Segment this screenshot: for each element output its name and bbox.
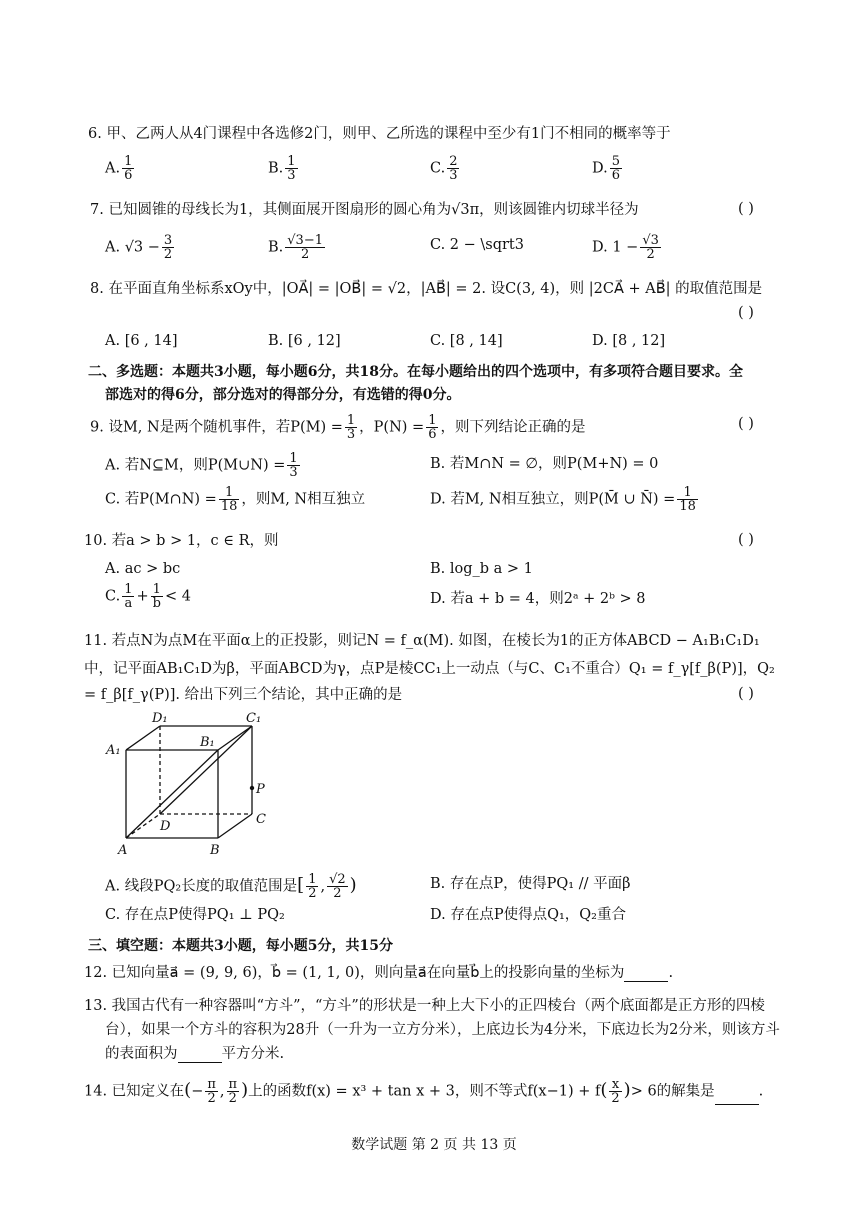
q11-option-c: C. 存在点P使得PQ₁ ⊥ PQ₂ xyxy=(105,907,285,923)
q6-option-d: D. $\frac{5}{6}$ xyxy=(592,154,620,183)
q11-stem-line1: 11. 若点N为点M在平面α上的正投影，则记N = f_α(M). 如图，在棱长为1的正方体ABCD − A₁B₁C₁D₁ xyxy=(84,633,760,649)
q6-option-a: A. $\frac{1}{6}$ xyxy=(105,154,133,183)
q6-option-c: C. $\frac{2}{3}$ xyxy=(430,154,458,183)
section2-heading: 二、多选题：本题共3小题，每小题6分，共18分。在每小题给出的四个选项中，有多项符合题目要求。全 xyxy=(88,364,743,380)
q10-stem: 10. 若a > b > 1，c ∈ R，则 xyxy=(84,533,279,549)
q6-stem: 6. 甲、乙两人从4门课程中各选修2门，则甲、乙所选的课程中至少有1门不相同的概率等于 xyxy=(88,126,671,142)
label-c: C xyxy=(256,812,266,827)
q12-answer-blank xyxy=(624,967,668,982)
q8-stem: 8. 在平面直角坐标系xOy中，|OA⃗| = |OB⃗| = √2，|AB⃗| = 2. 设C(3, 4)，则 |2CA⃗ + AB⃗| 的取值范围是 xyxy=(90,281,763,297)
label-d1: D₁ xyxy=(152,711,168,726)
q13-answer-blank xyxy=(178,1048,222,1063)
label-c1: C₁ xyxy=(246,711,262,726)
q12-stem: 12. 已知向量a⃗ = (9, 9, 6)，b⃗ = (1, 1, 0)，则向量a⃗在向量b⃗上的投影向量的坐标为 . xyxy=(84,965,674,981)
q8-option-b: B. [6 , 12] xyxy=(268,333,341,349)
q7-option-c: C. 2 − \sqrt3 xyxy=(430,237,524,253)
q11-option-b: B. 存在点P，使得PQ₁ // 平面β xyxy=(430,876,631,892)
label-d: D xyxy=(160,819,171,834)
q11-stem-line3: = f_β[f_γ(P)]. 给出下列三个结论，其中正确的是 xyxy=(84,687,403,703)
q9-option-a: A. 若N⊆M，则P(M∪N) = $\frac{1}{3}$ xyxy=(105,451,298,480)
q9-option-b: B. 若M∩N = ∅，则P(M+N) = 0 xyxy=(430,456,659,472)
q11-option-a: A. 线段PQ₂长度的取值范围是[ $\frac{1}{2}$ , $\frac{√2}{2}$ ) xyxy=(105,872,357,901)
q14-stem: 14. 已知定义在(− $\frac{\pi}{2}$ , $\frac{\pi}{2}$ )上的函数f(x) = x³ + tan x + 3，则不等式f(x−1) + f( $\frac{x}{2}$ )> 6的解集是 . xyxy=(84,1077,764,1106)
cube-figure xyxy=(100,708,290,858)
section3-heading: 三、填空题：本题共3小题，每小题5分，共15分 xyxy=(88,938,393,954)
q10-option-c: C. $\frac{1}{a}$ + $\frac{1}{b}$ < 4 xyxy=(105,582,191,611)
q10-option-a: A. ac > bc xyxy=(105,561,181,577)
q9-answer-paren: ( ) xyxy=(738,416,754,432)
q9-option-d: D. 若M, N相互独立，则P(M̄ ∪ N̄) = $\frac{1}{18}$ xyxy=(430,485,696,514)
page-footer: 数学试题 第 2 页 共 13 页 xyxy=(351,1137,517,1153)
label-a: A xyxy=(118,843,128,858)
q11-option-d: D. 存在点P使得点Q₁，Q₂重合 xyxy=(430,907,626,923)
label-b1: B₁ xyxy=(200,735,215,750)
q13-line2: 台），如果一个方斗的容积为28升（一升为一立方分米），上底边长为4分米，下底边长为2分米，则该方斗 xyxy=(105,1022,780,1038)
label-p: P xyxy=(256,782,265,797)
label-b: B xyxy=(210,843,220,858)
q7-answer-paren: ( ) xyxy=(738,201,754,217)
q8-option-c: C. [8 , 14] xyxy=(430,333,503,349)
q7-option-a: A. √3 − $\frac{3}{2}$ xyxy=(105,233,173,262)
q8-option-a: A. [6 , 14] xyxy=(105,333,178,349)
q13-line3: 的表面积为 平方分米. xyxy=(105,1046,285,1062)
q7-stem: 7. 已知圆锥的母线长为1，其侧面展开图扇形的圆心角为√3π，则该圆锥内切球半径为 xyxy=(90,202,639,218)
q10-answer-paren: ( ) xyxy=(738,532,754,548)
q11-stem-line2: 中，记平面AB₁C₁D为β，平面ABCD为γ，点P是棱CC₁上一动点（与C、C₁不重合）Q₁ = f_γ[f_β(P)]，Q₂ xyxy=(84,661,775,677)
q8-option-d: D. [8 , 12] xyxy=(592,333,666,349)
q7-option-b: B. $\frac{√3-1}{2}$ xyxy=(268,233,323,262)
q13-line1: 13. 我国古代有一种容器叫“方斗”，“方斗”的形状是一种上大下小的正四棱台（两个底面都是正方形的四棱 xyxy=(84,998,765,1014)
q7-option-d: D. 1 − $\frac{√3}{2}$ xyxy=(592,233,659,262)
q9-option-c: C. 若P(M∩N) = $\frac{1}{18}$ ，则M, N相互独立 xyxy=(105,485,366,514)
label-a1: A₁ xyxy=(106,743,121,758)
q8-answer-paren: ( ) xyxy=(738,305,754,321)
q11-answer-paren: ( ) xyxy=(738,686,754,702)
q10-option-d: D. 若a + b = 4，则2ᵃ + 2ᵇ > 8 xyxy=(430,591,646,607)
q14-answer-blank xyxy=(715,1090,759,1105)
q6-option-b: B. $\frac{1}{3}$ xyxy=(268,154,296,183)
section2-heading-cont: 部选对的得6分，部分选对的得部分分，有选错的得0分。 xyxy=(105,387,461,403)
q9-stem: 9. 设M, N是两个随机事件，若P(M) = $\frac{1}{3}$ ，P(N) = $\frac{1}{6}$ ，则下列结论正确的是 xyxy=(90,413,586,442)
point-p-marker xyxy=(250,786,254,790)
q10-option-b: B. log_b a > 1 xyxy=(430,561,533,577)
